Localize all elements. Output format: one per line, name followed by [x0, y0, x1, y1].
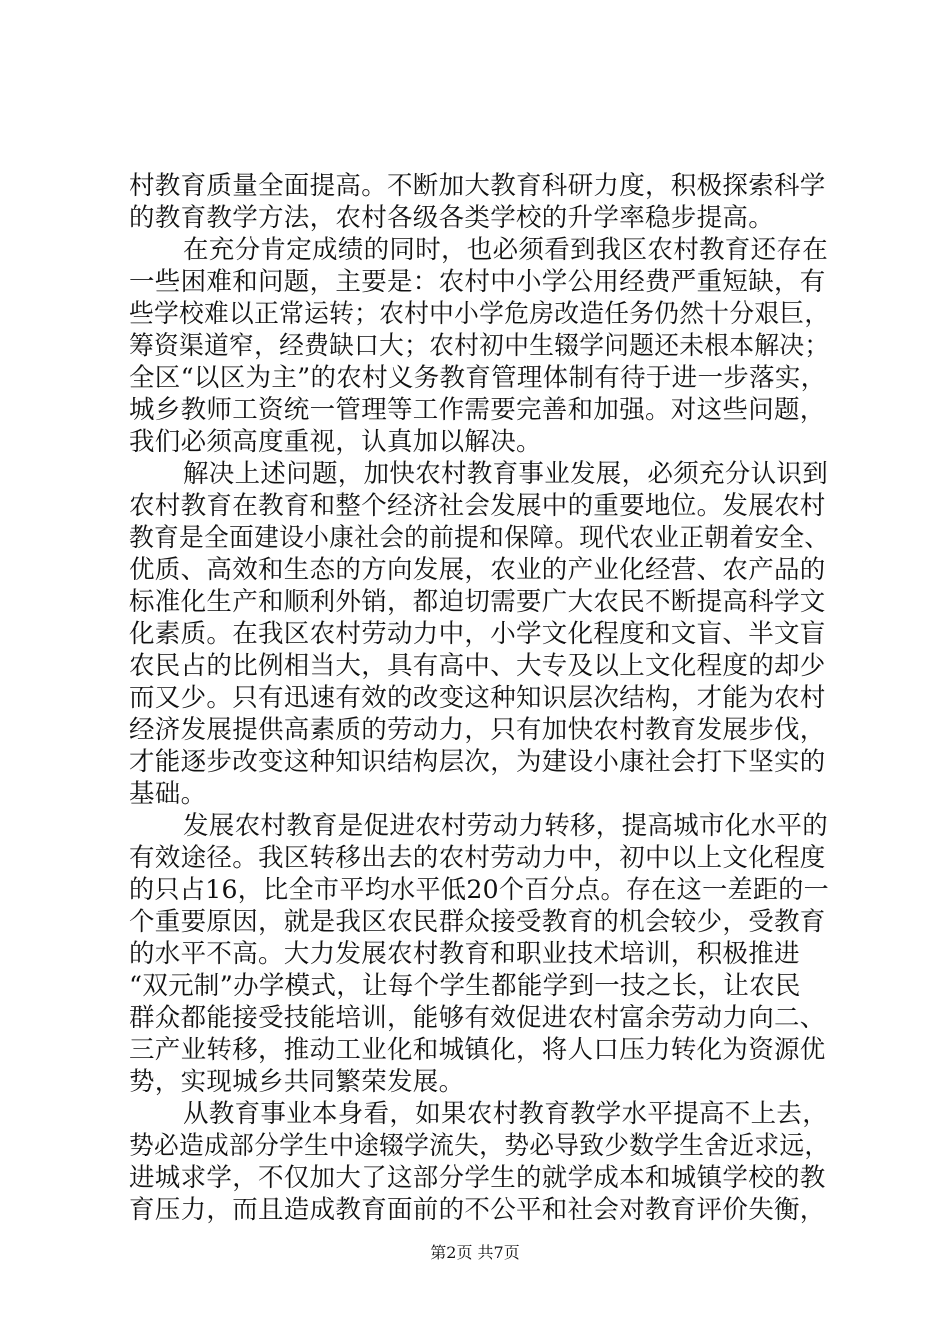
text-line: 一些困难和问题，主要是：农村中小学公用经费严重短缺，有: [129, 267, 826, 297]
page-number-footer: 第2页 共7页: [430, 1243, 520, 1262]
text-line: 基础。: [129, 779, 207, 809]
text-line: 农民占的比例相当大，具有高中、大专及以上文化程度的却少: [129, 651, 826, 681]
text-line: 个重要原因，就是我区农民群众接受教育的机会较少，受教育: [129, 907, 826, 937]
text-line: 全区“以区为主”的农村义务教育管理体制有待于进一步落实，: [129, 363, 827, 393]
text-line: 群众都能接受技能培训，能够有效促进农村富余劳动力向二、: [129, 1003, 826, 1033]
document-body: [129, 170, 830, 1225]
text-line: 化素质。在我区农村劳动力中，小学文化程度和文盲、半文盲: [129, 619, 826, 649]
text-line: 些学校难以正常运转；农村中小学危房改造任务仍然十分艰巨，: [129, 299, 830, 329]
text-line: 三产业转移，推动工业化和城镇化，将人口压力转化为资源优: [129, 1035, 826, 1065]
paragraph-first-line: 在充分肯定成绩的同时，也必须看到我区农村教育还存在: [183, 235, 829, 265]
text-line: 才能逐步改变这种知识结构层次，为建设小康社会打下坚实的: [129, 747, 826, 777]
text-line: 农村教育在教育和整个经济社会发展中的重要地位。发展农村: [129, 491, 826, 521]
text-line: 势必造成部分学生中途辍学流失，势必导致少数学生舍近求远，: [129, 1131, 830, 1161]
text-line: 经济发展提供高素质的劳动力，只有加快农村教育发展步伐，: [129, 715, 826, 745]
paragraph-first-line: 解决上述问题，加快农村教育事业发展，必须充分认识到: [183, 459, 829, 489]
text-line: 标准化生产和顺利外销，都迫切需要广大农民不断提高科学文: [129, 587, 826, 617]
paragraph-first-line: 从教育事业本身看，如果农村教育教学水平提高不上去，: [183, 1099, 829, 1129]
text-line: 进城求学，不仅加大了这部分学生的就学成本和城镇学校的教: [129, 1163, 826, 1193]
text-line: 教育是全面建设小康社会的前提和保障。现代农业正朝着安全、: [129, 523, 830, 553]
text-line: 筹资渠道窄，经费缺口大；农村初中生辍学问题还未根本解决；: [129, 331, 830, 361]
text-line: 而又少。只有迅速有效的改变这种知识层次结构，才能为农村: [129, 683, 826, 713]
text-line: 我们必须高度重视，认真加以解决。: [129, 427, 542, 457]
text-line: 势，实现城乡共同繁荣发展。: [129, 1067, 465, 1097]
text-line: 的教育教学方法，农村各级各类学校的升学率稳步提高。: [129, 203, 775, 233]
text-line: 的水平不高。大力发展农村教育和职业技术培训，积极推进: [129, 939, 800, 969]
text-line: 优质、高效和生态的方向发展，农业的产业化经营、农产品的: [129, 555, 826, 585]
text-line: 的只占16，比全市平均水平低20个百分点。存在这一差距的一: [129, 875, 830, 905]
text-line: 有效途径。我区转移出去的农村劳动力中，初中以上文化程度: [129, 843, 826, 873]
text-line: 村教育质量全面提高。不断加大教育科研力度，积极探索科学: [129, 171, 826, 201]
text-line: 育压力，而且造成教育面前的不公平和社会对教育评价失衡，: [129, 1195, 826, 1225]
paragraph-first-line: 发展农村教育是促进农村劳动力转移，提高城市化水平的: [183, 811, 829, 841]
text-line: 城乡教师工资统一管理等工作需要完善和加强。对这些问题，: [129, 395, 826, 425]
text-line: “双元制”办学模式，让每个学生都能学到一技之长，让农民: [129, 971, 801, 1001]
